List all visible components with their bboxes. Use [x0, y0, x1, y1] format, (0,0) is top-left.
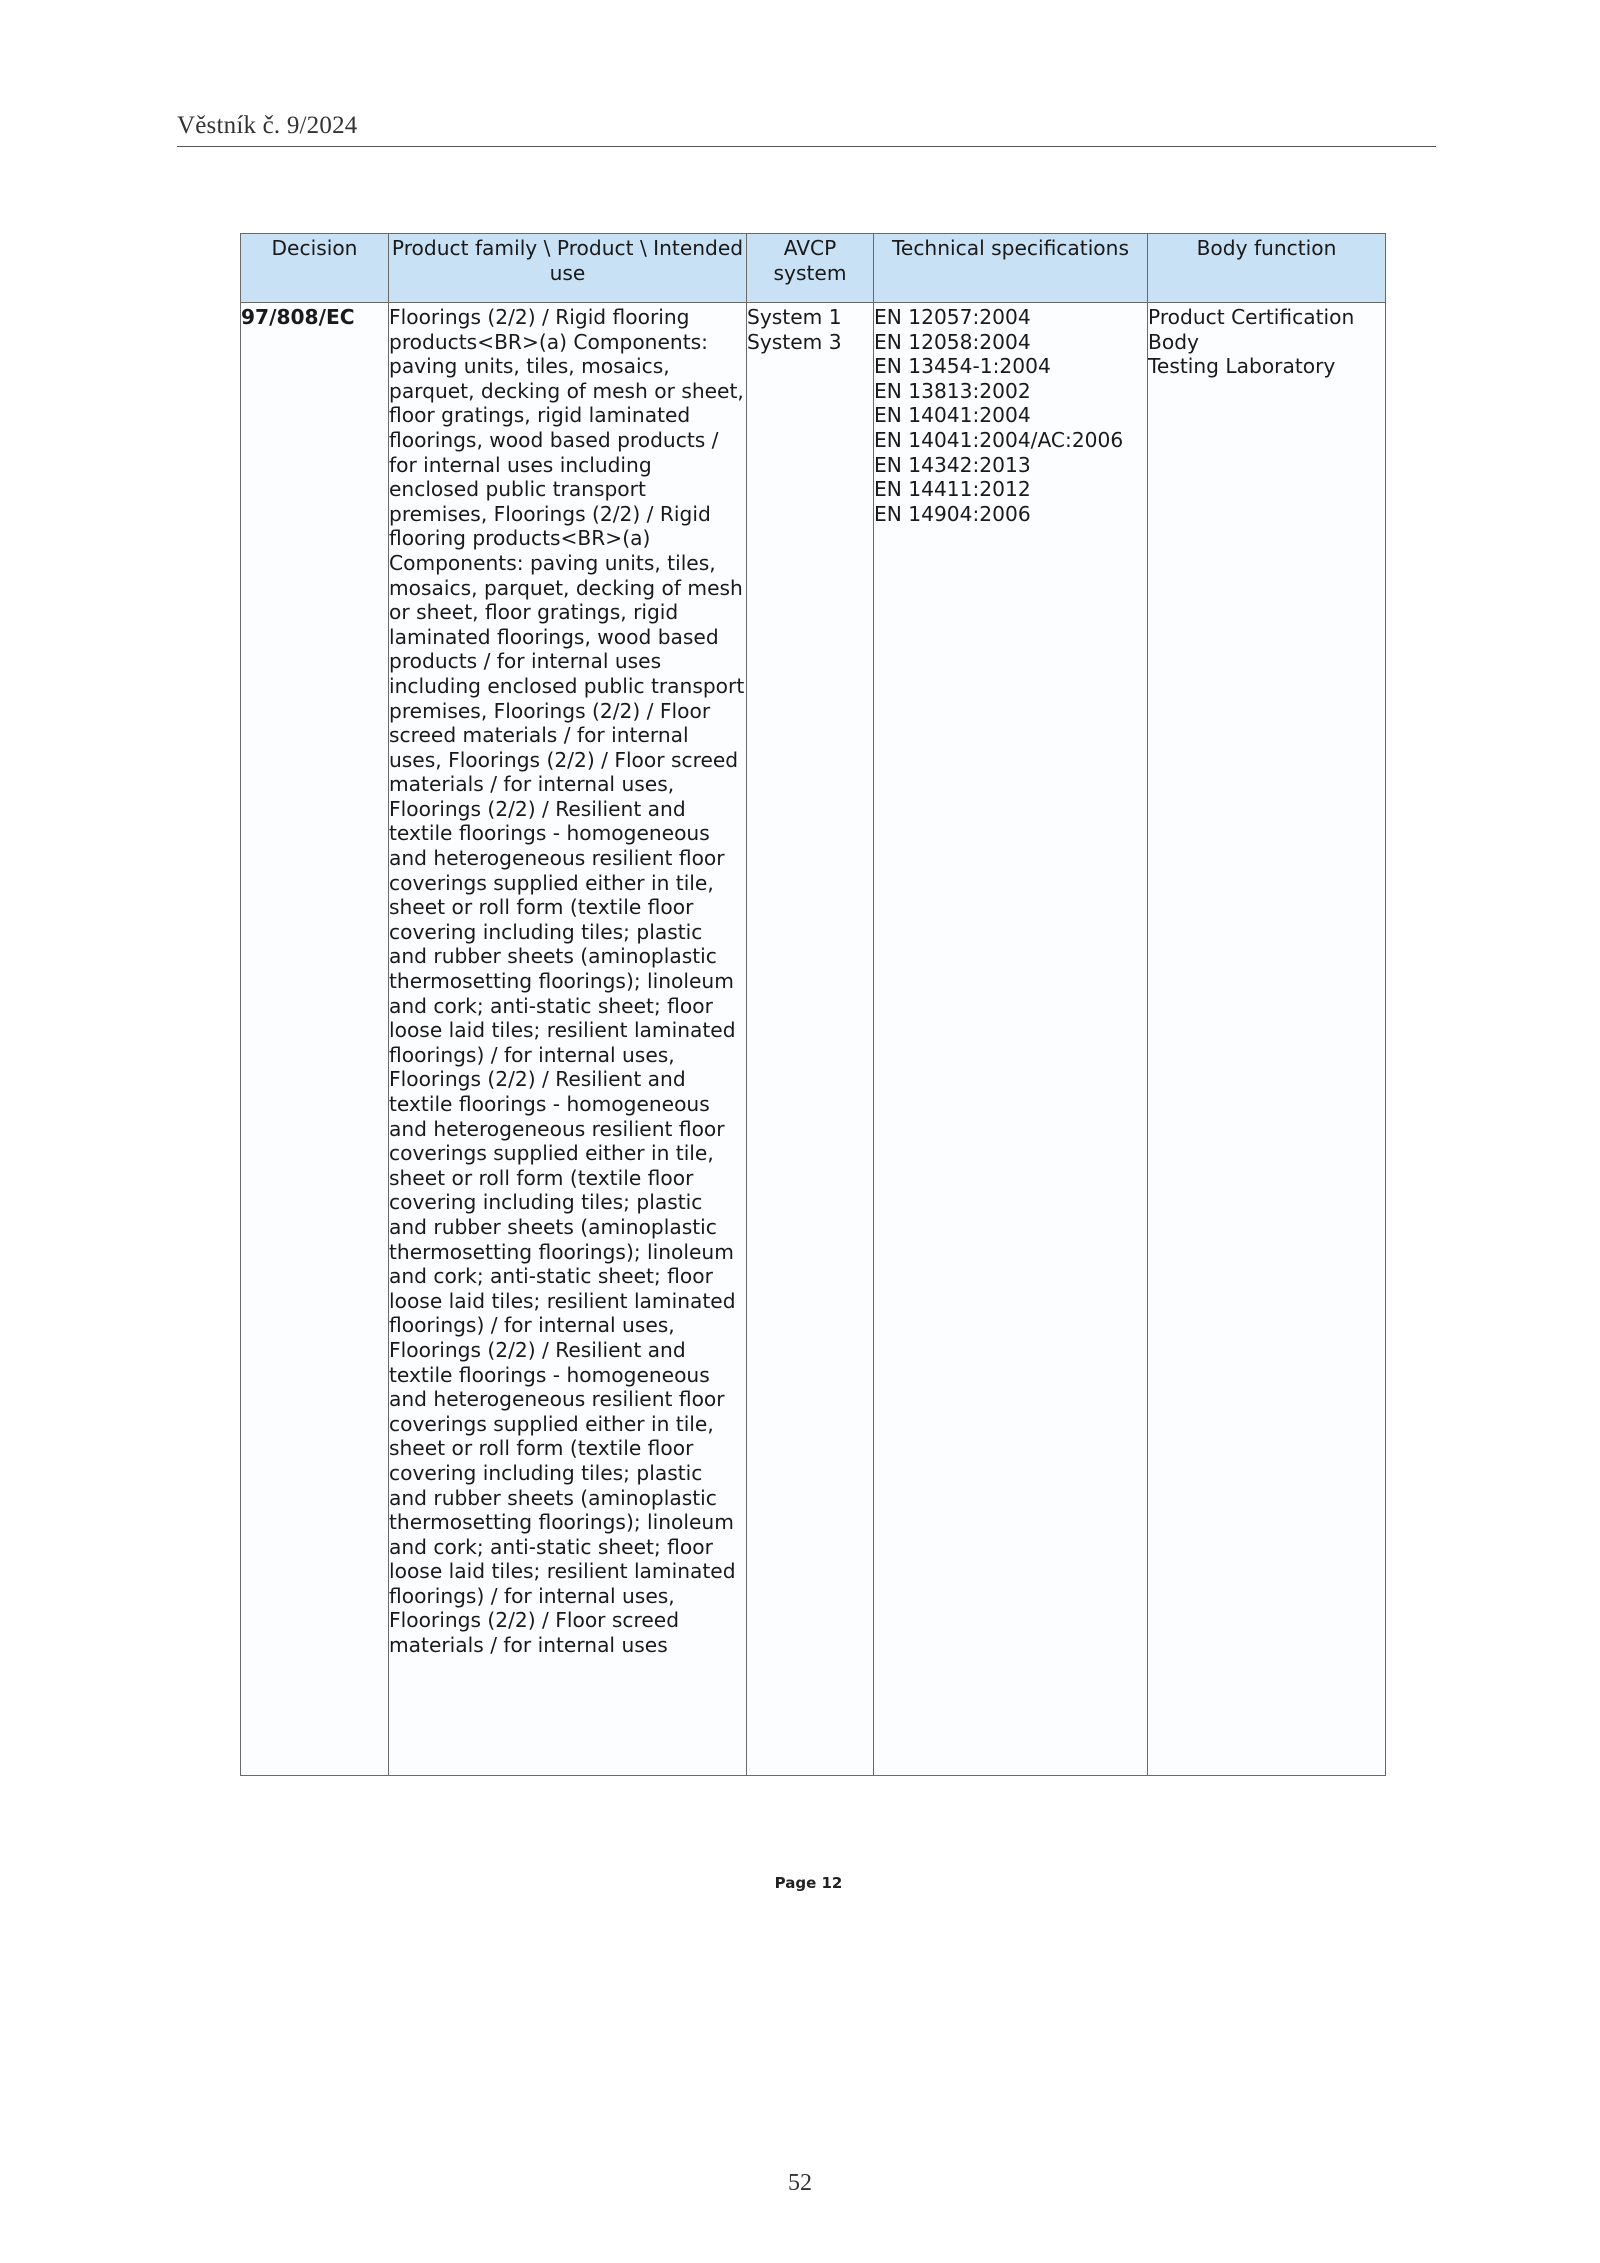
- body-function-item: Testing Laboratory: [1148, 354, 1336, 379]
- page-number: 52: [788, 2170, 812, 2196]
- specification-item: EN 14041:2004/AC:2006: [874, 427, 1124, 452]
- column-header-avcp-system: AVCP system: [747, 234, 874, 303]
- table-page-label: Page 12: [774, 1874, 843, 1892]
- table-row: [241, 303, 1386, 1776]
- avcp-system-item: System 3: [747, 329, 842, 354]
- product-family-text: Floorings (2/2) / Rigid flooring products<BR>(a) Components: paving units, tiles, mosaics, parquet, decking of mesh or sheet, floor gratings, rigid laminated floorings, wood based products / for internal uses including enclosed public transport premises, Floorings (2/2) / Rigid flooring products<BR>(a) Components: paving units, tiles, mosaics, parquet, decking of mesh or sheet, floor gratings, rigid laminated floorings, wood based products / for internal uses including enclosed public transport premises, Floorings (2/2) / Floor screed materials / for internal uses, Floorings (2/2) / Floor screed materials / for internal uses, Floorings (2/2) / Resilient and textile floorings - homogeneous and heterogeneous resilient floor coverings supplied either in tile, sheet or roll form (textile floor covering including tiles; plastic and rubber sheets (aminoplastic thermosetting floorings); linoleum and cork; anti-static sheet; floor loose laid tiles; resilient laminated floorings) / for internal uses, Floorings (2/2) / Resilient and textile floorings - homogeneous and heterogeneous resilient floor coverings supplied either in tile, sheet or roll form (textile floor covering including tiles; plastic and rubber sheets (aminoplastic thermosetting floorings); linoleum and cork; anti-static sheet; floor loose laid tiles; resilient laminated floorings) / for internal uses, Floorings (2/2) / Resilient and textile floorings - homogeneous and heterogeneous resilient floor coverings supplied either in tile, sheet or roll form (textile floor covering including tiles; plastic and rubber sheets (aminoplastic thermosetting floorings); linoleum and cork; anti-static sheet; floor loose laid tiles; resilient laminated floorings) / for internal uses, Floorings (2/2) / Floor screed materials / for internal uses: [389, 305, 745, 1658]
- avcp-system-cell: [747, 303, 874, 1776]
- specification-item: EN 13454-1:2004: [874, 354, 1051, 379]
- column-header-body-function: Body function: [1148, 234, 1386, 303]
- table-header-row: [241, 234, 1386, 303]
- technical-specifications-cell: [874, 303, 1148, 1776]
- specification-item: EN 12058:2004: [874, 329, 1031, 354]
- header-rule: [177, 146, 1436, 147]
- specification-item: EN 14904:2006: [874, 501, 1031, 526]
- decision-cell: 97/808/EC: [241, 303, 389, 1776]
- specification-item: EN 14041:2004: [874, 403, 1031, 428]
- body-function-item: Product Certification Body: [1148, 305, 1355, 354]
- column-header-decision: Decision: [241, 234, 389, 303]
- product-specification-table: [240, 233, 1386, 1776]
- body-function-cell: [1148, 303, 1386, 1776]
- column-header-product-family: Product family \ Product \ Intended use: [389, 234, 747, 303]
- avcp-system-item: System 1: [747, 305, 842, 329]
- product-family-cell: [389, 303, 747, 1776]
- specification-item: EN 13813:2002: [874, 378, 1031, 403]
- specification-item: EN 14411:2012: [874, 477, 1031, 502]
- specification-item: EN 12057:2004: [874, 305, 1031, 329]
- running-header-title: Věstník č. 9/2024: [177, 112, 358, 139]
- specification-item: EN 14342:2013: [874, 452, 1031, 477]
- column-header-technical-specifications: Technical specifications: [874, 234, 1148, 303]
